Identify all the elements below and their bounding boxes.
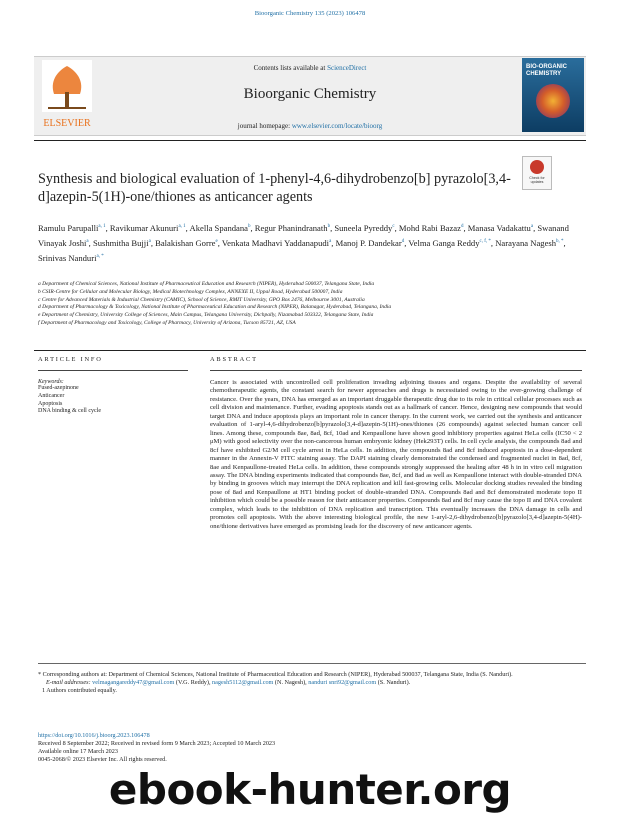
author[interactable]: Akella Spandana xyxy=(189,222,248,233)
author[interactable]: Srinivas Nanduri xyxy=(38,252,97,263)
received-dates: Received 8 September 2022; Received in revised form 9 March 2023; Accepted 10 March 2023 xyxy=(38,740,276,747)
cover-title: BIO-ORGANIC CHEMISTRY xyxy=(526,64,567,77)
keywords-label: Keywords: xyxy=(38,379,64,385)
affiliation: b CSIR-Centre for Cellular and Molecular Biology, Medical Biotechnology Complex, ANNEXE II, Uppal Road, Hyderabad 500007, India xyxy=(38,288,343,295)
online-date: Available online 17 March 2023 xyxy=(38,748,118,755)
author-affiliation-marker[interactable]: a xyxy=(148,238,151,244)
updates-label: Check for updates xyxy=(529,176,545,184)
info-rule xyxy=(34,350,586,351)
article-title: Synthesis and biological evaluation of 1-phenyl-4,6-dihydrobenzo[b] pyrazolo[3,4-d]azepin-5(1H)-one/thiones as anticancer agents xyxy=(38,171,511,205)
author-affiliation-marker[interactable]: d xyxy=(460,224,464,229)
homepage-prefix: journal homepage: xyxy=(237,122,292,130)
email-link[interactable]: velmagangareddy47@gmail.com xyxy=(92,679,175,686)
journal-cover-image xyxy=(522,58,584,132)
footnote-rule xyxy=(38,663,586,664)
header-rule xyxy=(34,140,586,141)
elsevier-logo xyxy=(36,58,98,132)
copyright: 0045-2068/© 2023 Elsevier Inc. All rights reserved. xyxy=(38,756,167,763)
author-affiliation-marker[interactable]: a xyxy=(86,238,89,244)
homepage-link[interactable]: www.elsevier.com/locate/bioorg xyxy=(291,122,383,130)
author-affiliation-marker[interactable]: a, * xyxy=(96,253,104,259)
journal-citation[interactable]: Bioorganic Chemistry 135 (2023) 106478 xyxy=(254,10,366,17)
article-history xyxy=(38,732,586,764)
affiliation: e Department of Chemistry, University College of Sciences, Main Campus, Telangana University, Dichpally, Nizamabad 503322, Telangana State, India xyxy=(38,312,374,319)
check-for-updates-badge[interactable] xyxy=(522,156,552,190)
author[interactable]: Sushmitha Bujji xyxy=(92,237,149,248)
affiliations xyxy=(38,281,586,328)
email-link[interactable]: nagesh5112@gmail.com xyxy=(212,679,274,686)
abstract-text: Cancer is associated with uncontrolled cell proliferation invading adjoining tissues and organs. Despite the availability of several chemotherapeutic agents, the constant search for newer approaches and drugs is necessitated owing to the ever-growing challenge of resistance. Over the years, DNA has emerged as an important druggable therapeutic drug due to its role in critical cellular processes such as cell division and maintenance. Further, evading apoptosis stands out as a hallmark of cancer. Hence, designing new compounds that would target DNA and induce apoptosis plays an important role in cancer therapy. In the current work, we carried out the synthesis and anticancer evaluation of 1-aryl-4,6-dihydrobenzo[b]pyrazolo[3,4-d]azepin-5(1H)-ones/thiones (26 compounds) against selected human cancer cell lines. Among these, compounds 8ae, 8ad, 8cf, 10ad and Kenpaullone have shown good inhibitory properties against HeLa cells (IC50 < 2 μM) with good selectivity over the non-cancerous human embryonic kidney (Hek293T) cells. In cell cycle analysis, the compounds 8ad and 8cf have exhibited G2/M cell cycle arrest in HeLa cells. In addition, the compounds 8ad and 8cf induced apoptosis in a dose-dependent manner in the Annexin-V FITC staining assay. The DAPI staining clearly demonstrated the condensed and fragmented nuclei in 8ad, 8cf, 8ae and Kenpaullone-treated HeLa cells. In addition, these compounds strongly suppressed the healing after 48 h in in vitro cell migration assay. The DNA binding experiments indicated that compounds 8ae, 8cf, and 8ad as well as Kenpaullone interact with double-stranded DNA by binding in grooves which may interrupt the DNA replication and kill fast-growing cells. Molecular docking studies revealed the binding pose of 8ad and Kenpaullone at HT1 binding pocket of double-stranded DNA. Compounds 8ad and 8cf demonstrated moderate topo II inhibition which could be a possible reason for their anticancer properties. Compounds 8ad and 8cf may cause the topo II and DNA covalent complex, which leads to the inhibition of DNA replication and transcription. This eventually increases the DNA damage in cells and promotes cell apoptosis. With the above interesting biological profile, the new 1-aryl-2,6-dihydrobenzo[b]pyrazolo[3,4-d]azepin-5(4H)-one/thione derivatives have emerged as promising leads for the discovery of new anticancer agents. xyxy=(210,379,582,530)
author-list: Ramulu Parupalli$^{a, 1}$, Ravikumar Akunuri$^{a, 1}$, Akella Spandana$^b$, Regur Phanindranath$^b$, Suneela Pyreddy$^c$, Mohd Rabi Bazaz$^d$, Manasa Vadakattu$^a$, Swanand Vinayak Joshi$^a$, Sushmitha Bujji$^a$, Balakishan Gorre$^e$, Venkata Madhavi Yaddanapudi$^a$, Manoj P. Dandekar$^d$, Velma Ganga Reddy$^{c, f, *}$, Narayana Nagesh$^{b, *}$, Srinivas Nanduri$^{a, *}$ xyxy=(38,222,569,263)
author-affiliation-marker[interactable]: b xyxy=(327,224,331,229)
sciencedirect-link[interactable]: ScienceDirect xyxy=(327,64,367,72)
abstract-rule xyxy=(210,370,582,371)
author[interactable]: Manasa Vadakattu xyxy=(467,222,531,233)
abstract-heading: ABSTRACT xyxy=(210,356,258,363)
author-affiliation-marker[interactable]: a xyxy=(329,238,332,244)
affiliation: a Department of Chemical Sciences, National Institute of Pharmaceutical Education and Research (NIPER), Hyderabad 500037, Telangana State, India xyxy=(38,281,375,287)
affiliation: c Centre for Advanced Materials & Industrial Chemistry (CAMIC), School of Science, RMIT University, GPO Box 2476, Melbourne 3001, Australia xyxy=(38,296,365,303)
elsevier-wordmark: ELSEVIER xyxy=(43,118,91,129)
keyword: DNA binding & cell cycle xyxy=(38,408,101,415)
email-owner: (V.G. Reddy), xyxy=(174,679,213,686)
doi-link[interactable]: https://doi.org/10.1016/j.bioorg.2023.106478 xyxy=(38,732,150,739)
affiliation: d Department of Pharmacology & Toxicology, National Institute of Pharmaceutical Education and Research (NIPER), Balanagar, Hyderabad, Telangana, India xyxy=(38,304,392,311)
article-info-heading: ARTICLE INFO xyxy=(38,356,103,363)
keywords-block xyxy=(38,379,188,416)
author[interactable]: Balakishan Gorre xyxy=(155,237,216,248)
author[interactable]: Swanand Vinayak Joshi xyxy=(38,222,569,248)
watermark: ebook-hunter.org xyxy=(108,765,512,814)
author-affiliation-marker[interactable]: b, * xyxy=(556,238,564,244)
footnotes xyxy=(38,671,586,695)
author-affiliation-marker[interactable]: b xyxy=(247,224,251,229)
journal-homepage xyxy=(110,122,510,130)
email-label: E-mail addresses: xyxy=(46,679,91,686)
author-affiliation-marker[interactable]: a xyxy=(530,224,534,229)
author-affiliation-marker[interactable]: c xyxy=(392,224,395,229)
email-note xyxy=(38,679,586,687)
updates-icon xyxy=(530,160,544,174)
article-info-rule xyxy=(38,370,188,371)
author-affiliation-marker[interactable]: d xyxy=(401,238,405,244)
author[interactable]: Regur Phanindranath xyxy=(254,222,328,233)
email-owner: (N. Nagesh), xyxy=(273,679,309,686)
author[interactable]: Mohd Rabi Bazaz xyxy=(398,222,461,233)
author-affiliation-marker[interactable]: e xyxy=(215,238,218,244)
author[interactable]: Venkata Madhavi Yaddanapudi xyxy=(221,237,330,248)
author[interactable]: Manoj P. Dandekar xyxy=(335,237,402,248)
author[interactable]: Ramulu Parupalli xyxy=(38,222,99,233)
author[interactable]: Narayana Nagesh xyxy=(495,237,557,248)
keyword: Fused-azepinone xyxy=(38,385,79,391)
author-affiliation-marker[interactable]: a, 1 xyxy=(178,224,186,229)
cover-art xyxy=(536,84,570,118)
email-owner: (S. Nanduri). xyxy=(376,679,411,686)
affiliation: f Department of Pharmacology and Toxicology, College of Pharmacy, University of Arizona, Tucson 85721, AZ, USA xyxy=(38,319,296,326)
corresponding-author-note: * Corresponding authors at: Department of Chemical Sciences, National Institute of Pharmaceutical Education and Research (NIPER), Hyderabad 500037, Telangana State, India (S. Nanduri). xyxy=(38,671,513,678)
equal-contribution-note: 1 Authors contributed equally. xyxy=(42,687,117,694)
keyword: Anticancer xyxy=(38,392,65,399)
journal-title: Bioorganic Chemistry xyxy=(243,86,377,102)
email-link[interactable]: nanduri snri92@gmail.com xyxy=(308,679,377,686)
contents-line xyxy=(110,64,510,72)
author[interactable]: Suneela Pyreddy xyxy=(334,222,393,233)
keyword: Apoptosis xyxy=(38,400,63,407)
author-affiliation-marker[interactable]: a, 1 xyxy=(98,224,106,229)
contents-prefix: Contents lists available at xyxy=(253,64,328,72)
author[interactable]: Ravikumar Akunuri xyxy=(109,222,179,233)
author[interactable]: Velma Ganga Reddy xyxy=(408,237,480,248)
author-affiliation-marker[interactable]: c, f, * xyxy=(479,238,491,244)
